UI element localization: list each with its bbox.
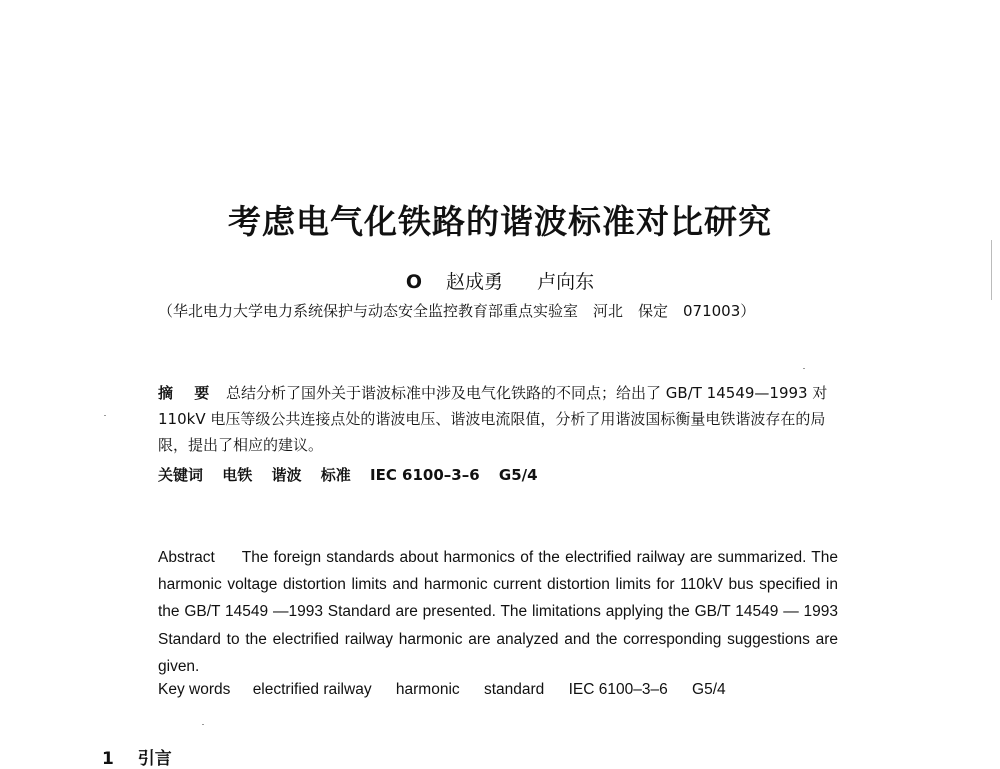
author-marker: O: [405, 271, 422, 293]
abstract-en-text: The foreign standards about harmonics of the electrified railway are summarized. The harmonic voltage distortion limits and harmonic current distortion limits for 110kV bus specified in the GB/T 14549 —1993 Standard are presented. The limitations applying the GB/T 14549 — 1993 Standard to the electrified railway harmonic are analyzed and the corresponding suggestions are given.: [158, 549, 838, 675]
scan-edge-line: [991, 240, 992, 300]
scan-speck: [803, 368, 805, 369]
keyword-en: standard: [483, 681, 545, 698]
affiliation: （华北电力大学电力系统保护与动态安全监控教育部重点实验室 河北 保定 071003）: [158, 302, 756, 320]
keyword-cn: 电铁: [222, 466, 253, 484]
section-title: 引言: [137, 749, 172, 769]
scan-speck: [104, 415, 106, 416]
abstract-cn-text: 总结分析了国外关于谐波标准中涉及电气化铁路的不同点；给出了 GB/T 14549—1993 对 110kV 电压等级公共连接点处的谐波电压、谐波电流限值，分析了用谐波国标衡量电铁谐波存在的局限，提出了相应的建议。: [158, 384, 828, 454]
keywords-en: [158, 681, 746, 699]
keyword-cn: IEC 6100–3–6: [370, 466, 480, 484]
author-line: [0, 267, 1000, 294]
scan-speck: [202, 724, 204, 725]
keyword-en: electrified railway: [252, 681, 372, 698]
keyword-en: IEC 6100–3–6: [568, 681, 668, 698]
abstract-cn-label: 摘 要: [158, 384, 218, 402]
abstract-en: [158, 544, 838, 680]
abstract-en-label: Abstract: [158, 549, 215, 566]
keywords-en-label: Key words: [158, 681, 231, 698]
keywords-cn: [158, 464, 552, 485]
keyword-en: G5/4: [692, 681, 726, 698]
section-number: 1: [102, 749, 114, 769]
keywords-cn-label: 关键词: [158, 466, 204, 484]
keyword-en: harmonic: [395, 681, 460, 698]
abstract-cn: [158, 380, 843, 458]
author-name: 赵成勇: [446, 271, 504, 293]
section-heading: [102, 744, 172, 769]
keyword-cn: G5/4: [498, 466, 538, 484]
keyword-cn: 谐波: [271, 466, 302, 484]
keyword-cn: 标准: [320, 466, 351, 484]
author-name: 卢向东: [537, 271, 595, 293]
paper-title: 考虑电气化铁路的谐波标准对比研究: [228, 202, 772, 241]
